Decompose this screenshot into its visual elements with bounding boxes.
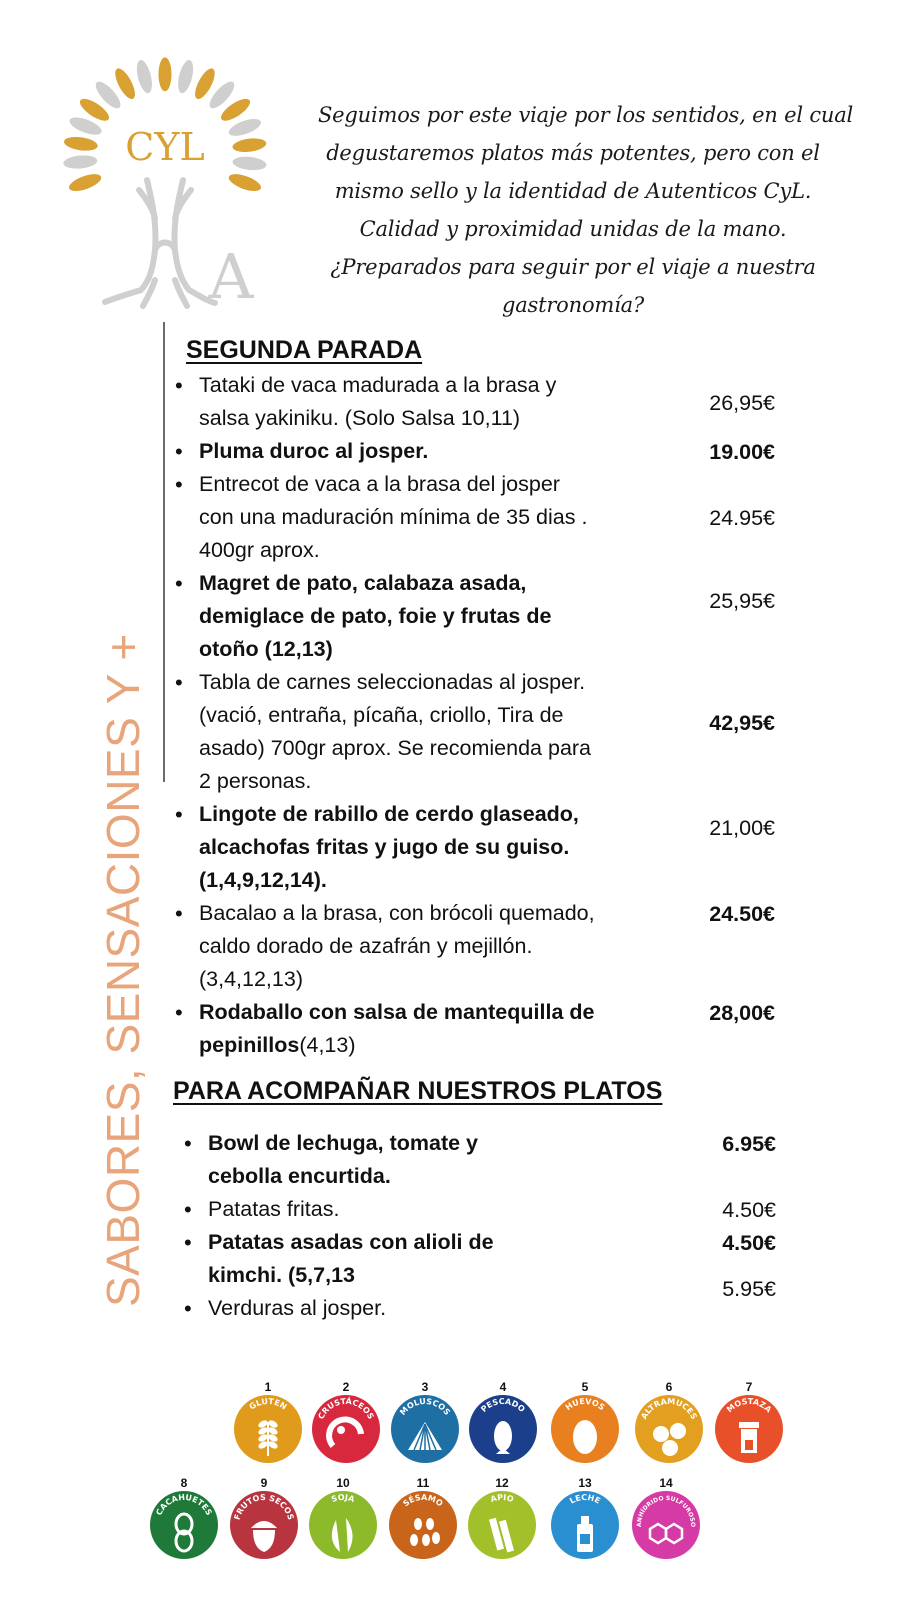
allergen-label: PESCADO	[479, 1396, 527, 1414]
leaf-icon	[63, 154, 98, 170]
menu-item-name: Bacalao a la brasa, con brócoli quemado, caldo dorado de azafrán y mejillón. (3,4,12,13)	[199, 901, 595, 991]
egg-icon	[550, 1394, 620, 1464]
section-title-segunda-parada: SEGUNDA PARADA	[186, 336, 423, 364]
menu-item-price: 42,95€	[709, 710, 775, 735]
menu-item	[175, 435, 775, 468]
allergen-leche	[549, 1476, 621, 1560]
sesame-icon	[388, 1490, 458, 1560]
menu-item-price: 24.50€	[709, 902, 775, 926]
menu-item-name: Patatas fritas.	[208, 1197, 340, 1221]
fish-icon	[468, 1394, 538, 1464]
intro-line: degustaremos platos más potentes, pero con el	[326, 141, 820, 165]
menu-item-price: 28,00€	[709, 1001, 775, 1025]
menu-item	[175, 798, 775, 897]
menu-item	[175, 468, 775, 567]
menu-item-price: 6.95€	[722, 1132, 776, 1156]
menu-item-name: Tataki de vaca madurada a la brasa y salsa yakiniku. (Solo Salsa 10,11)	[199, 373, 557, 430]
intro-line: gastronomía?	[501, 293, 645, 317]
menu-item-price: 4.50€	[722, 1198, 776, 1222]
allergen-label: SÉSAMO	[401, 1492, 445, 1509]
allergen-number: 5	[581, 1380, 589, 1394]
acorn-icon	[229, 1490, 299, 1560]
leaf-icon	[63, 135, 98, 153]
soy-pod-icon	[308, 1490, 378, 1560]
bullet-icon: •	[175, 802, 183, 827]
leaf-icon	[175, 59, 196, 95]
menu-item	[184, 1226, 776, 1292]
menu-item	[175, 996, 775, 1062]
allergen-soja	[307, 1476, 379, 1560]
menu-item-name: Rodaballo con salsa de mantequilla de pepinillos(4,13)	[199, 1000, 595, 1057]
menu-item-name: Bowl de lechuga, tomate y cebolla encurtida.	[208, 1131, 478, 1188]
molecule-icon	[631, 1490, 701, 1560]
celery-icon	[467, 1490, 537, 1560]
menu-item	[175, 897, 775, 996]
menu-list-segunda-parada	[175, 369, 775, 1062]
leaf-icon	[227, 115, 263, 139]
allergen-label: CRUSTÁCEOS	[316, 1396, 376, 1421]
allergen-label: ALTRAMUCES	[639, 1396, 699, 1421]
allergen-label: GLUTEN	[247, 1396, 289, 1412]
allergen-number: 2	[342, 1380, 350, 1394]
menu-item-name: Entrecot de vaca a la brasa del josper con una maduración mínima de 35 dias . 400gr aprox.	[199, 472, 588, 562]
allergen-number: 8	[180, 1476, 188, 1490]
menu-item	[184, 1127, 776, 1193]
menu-item-price: 21,00€	[709, 816, 775, 841]
leaf-icon	[134, 59, 155, 95]
menu-item-name: Patatas asadas con alioli de kimchi. (5,7,13	[208, 1230, 494, 1287]
mustard-jar-icon	[714, 1394, 784, 1464]
allergen-number: 12	[495, 1476, 509, 1490]
leaf-icon	[67, 171, 103, 195]
intro-line: ¿Preparados para seguir por el viaje a nuestra	[330, 255, 816, 279]
allergen-frutos-secos	[228, 1476, 300, 1560]
allergen-label: LECHE	[568, 1492, 602, 1506]
bullet-icon: •	[184, 1131, 192, 1156]
allergen-anhídrido-sulfuroso	[630, 1476, 702, 1560]
allergen-label: SOJA	[330, 1492, 356, 1505]
allergen-label: APIO	[489, 1492, 515, 1505]
allergen-cacahuetes	[148, 1476, 220, 1560]
allergen-sésamo	[387, 1476, 459, 1560]
divider-line	[163, 322, 165, 782]
milk-bottle-icon	[550, 1490, 620, 1560]
menu-list-acompanar	[184, 1127, 776, 1325]
intro-line: mismo sello y la identidad de Autenticos CyL.	[334, 179, 812, 203]
allergen-number: 10	[336, 1476, 350, 1490]
allergen-label: FRUTOS SECOS	[232, 1492, 296, 1521]
menu-item	[184, 1277, 776, 1325]
allergen-number: 7	[745, 1380, 753, 1394]
side-title: SABORES, SENSACIONES Y +	[97, 633, 149, 1307]
logo-text-cyl: CYL	[125, 125, 205, 169]
allergen-number: 6	[665, 1380, 673, 1394]
leaf-icon	[232, 155, 267, 171]
allergen-number: 4	[499, 1380, 507, 1394]
menu-item-name: Tabla de carnes seleccionadas al josper. (vació, entraña, pícaña, criollo, Tira de asado) 700gr aprox. Se recomienda para 2 personas.	[199, 670, 592, 793]
bullet-icon: •	[175, 472, 183, 497]
bullet-icon: •	[184, 1230, 192, 1255]
allergen-label: ANHÍDRIDO SULFUROSO	[635, 1494, 697, 1528]
bullet-icon: •	[175, 1000, 183, 1025]
allergen-moluscos	[389, 1380, 461, 1464]
allergen-huevos	[549, 1380, 621, 1464]
allergen-label: CACAHUETES	[154, 1492, 214, 1517]
allergen-pescado	[467, 1380, 539, 1464]
bullet-icon: •	[175, 901, 183, 926]
bullet-icon: •	[175, 439, 183, 464]
intro-text	[318, 96, 854, 324]
allergen-apio	[466, 1476, 538, 1560]
allergen-crustáceos	[310, 1380, 382, 1464]
tree-trunk-icon	[105, 180, 215, 306]
cyl-logo	[55, 40, 275, 310]
allergen-altramuces	[633, 1380, 705, 1464]
intro-line: Calidad y proximidad unidas de la mano.	[359, 217, 787, 241]
menu-item	[175, 369, 775, 435]
leaf-icon	[232, 137, 267, 154]
leaf-icon	[159, 57, 172, 91]
allergen-number: 3	[421, 1380, 429, 1394]
bullet-icon: •	[175, 373, 183, 398]
shrimp-icon	[311, 1394, 381, 1464]
allergen-number: 9	[260, 1476, 268, 1490]
menu-item	[184, 1193, 776, 1226]
peanut-icon	[149, 1490, 219, 1560]
menu-item	[175, 567, 775, 666]
bullet-icon: •	[175, 670, 183, 695]
bullet-icon: •	[184, 1296, 192, 1321]
section-title-acompanar: PARA ACOMPAÑAR NUESTROS PLATOS	[173, 1077, 663, 1105]
leaf-icon	[227, 171, 263, 195]
allergen-number: 1	[264, 1380, 272, 1394]
menu-item	[175, 666, 775, 798]
menu-item-price: 5.95€	[722, 1277, 776, 1302]
menu-item-name: Pluma duroc al josper.	[199, 439, 429, 463]
allergen-label: HUEVOS	[563, 1396, 607, 1413]
menu-item-price: 26,95€	[709, 390, 775, 415]
menu-item-price: 25,95€	[709, 588, 775, 613]
menu-item-price: 24.95€	[709, 506, 775, 530]
bullet-icon: •	[184, 1197, 192, 1222]
menu-item-name: Magret de pato, calabaza asada, demiglace de pato, foie y frutas de otoño (12,13)	[199, 571, 552, 661]
shell-icon	[390, 1394, 460, 1464]
allergen-number: 13	[578, 1476, 592, 1490]
lupin-icon	[634, 1394, 704, 1464]
allergen-label: MOLUSCOS	[398, 1396, 452, 1417]
wheat-icon	[233, 1394, 303, 1464]
allergen-number: 11	[416, 1476, 430, 1490]
logo-text-a: A	[208, 240, 254, 310]
menu-item-name: Verduras al josper.	[208, 1296, 387, 1320]
menu-item-name: Lingote de rabillo de cerdo glaseado, alcachofas fritas y jugo de su guiso. (1,4,9,12,14).	[199, 802, 579, 892]
intro-line: Seguimos por este viaje por los sentidos, en el cual	[318, 103, 854, 127]
allergen-mostaza	[713, 1380, 785, 1464]
bullet-icon: •	[175, 571, 183, 596]
allergen-gluten	[232, 1380, 304, 1464]
allergen-number: 14	[659, 1476, 673, 1490]
allergen-legend	[0, 1380, 900, 1600]
menu-item-price: 19.00€	[709, 440, 775, 464]
menu-item-price: 4.50€	[722, 1231, 776, 1255]
allergen-label: MOSTAZA	[724, 1396, 774, 1415]
